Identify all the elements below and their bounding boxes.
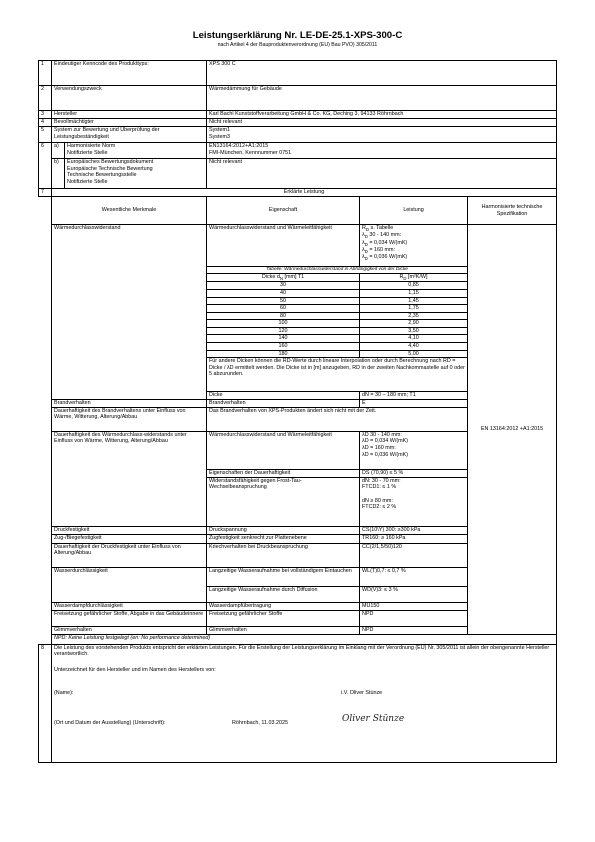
column-header-spezifikation: Harmonisierte technische Spezifikation: [468, 197, 557, 225]
eigenschaft-dampf: Wasserdampfübertragung: [207, 602, 360, 610]
eigenschaft-dauer-waerme: Wärmedurchlasswiderstand und Wärmeleitfähigkeit: [207, 431, 360, 469]
row-label: Eindeutiger Kenncode des Produkttyps:: [52, 61, 207, 86]
eigenschaft-wasser2: Langzeitige Wasseraufnahme durch Diffusion: [207, 586, 360, 602]
r-cell: 4,40: [360, 343, 468, 351]
r-cell: 5,00: [360, 350, 468, 358]
row-letter: b): [52, 159, 65, 189]
thickness-table-caption: Tabelle: Wärmedurchlasswiderstand in Abhängigkeit von der Dicke: [207, 267, 468, 274]
section-8-text: Die Leistung des vorstehenden Produkts entspricht der erklärten Leistungen. Für die Erstellung der Leistungserklärung im Einklang mit der Verordnung (EU) Nr. 305/2011 ist allein der obengenannte Hersteller verantwortlich.: [54, 644, 550, 658]
signature: Oliver Stünze: [342, 713, 405, 724]
row-number: 6: [39, 143, 52, 189]
merkmal-zug: Zug-/Biegefestigkeit: [52, 534, 207, 543]
thickness-cell: 180: [207, 350, 360, 358]
waerme-row: [39, 225, 557, 267]
thickness-note: Für andere Dicken können die RD-Werte durch lineare Interpolation oder durch Berechnung nach RD = Dicke / λD ermittelt werden. Die Dicke ist in [m] anzugeben, RD in der zweiten Nachkommastelle auf 0 oder 5 abzurunden.: [207, 358, 468, 392]
row-number: 4: [39, 119, 52, 127]
row-letter: a): [52, 143, 65, 159]
r-cell: 2,35: [360, 312, 468, 320]
thickness-cell: 80: [207, 312, 360, 320]
row-value: EN13164:2012+A1:2015 FMI-München, Kennnummer 0751: [207, 143, 557, 159]
section-7-column-headers: [39, 197, 557, 225]
leistung-dauer-waerme: λD 30 - 140 mm: λD = 0,034 W/(mK) λD = 160 mm: λD = 0,036 W/(mK): [360, 431, 468, 469]
row-number: 3: [39, 111, 52, 119]
row-1: [39, 61, 557, 86]
leistung-brand: E: [360, 400, 468, 408]
column-header-leistung: Leistung: [360, 197, 468, 225]
section-8-row: [39, 644, 557, 762]
npd-note-row: [39, 634, 557, 644]
eigenschaft-wasser1: Langzeitige Wasseraufnahme bei vollständigem Eintauchen: [207, 567, 360, 586]
r-cell: 4,10: [360, 335, 468, 343]
signed-for: Unterzeichnet für den Hersteller und im Namen des Herstellers von:: [54, 667, 216, 674]
leistung-dauer-brand: Das Brandverhalten von XPS-Produkten ändert sich nicht mit der Zeit.: [207, 407, 468, 431]
leistung-druck: CS(10\Y) 300: ≥300 kPa: [360, 526, 468, 534]
row-number: 8: [39, 644, 52, 762]
row-value: XPS 300 C: [207, 61, 557, 86]
row-4: [39, 119, 557, 127]
page-title: Leistungserklärung Nr. LE-DE-25.1-XPS-300-C: [192, 30, 403, 41]
leistung-glimm: NPD: [360, 626, 468, 634]
thickness-header-dicke: Dicke $d_N$ [mm] T1: [207, 274, 360, 282]
leistung-dampf: MU150: [360, 602, 468, 610]
merkmal-glimm: Glimmverhalten: [52, 626, 207, 634]
leistung-zug: TR160: ≥ 160 kPa: [360, 534, 468, 543]
row-number: 2: [39, 86, 52, 111]
row-label: Europäisches Bewertungsdokument Europäische Technische Bewertung Technische Bewertungsstelle Notifizierte Stelle: [65, 159, 207, 189]
page-subtitle: nach Artikel 4 der Bauproduktenverordnung (EU) Bau PVO) 305/2011: [217, 42, 378, 48]
thickness-cell: 100: [207, 320, 360, 328]
row-number: 7: [39, 189, 52, 197]
row-value: System1 System3: [207, 127, 557, 143]
column-header-merkmal: Wesentliche Merkmale: [52, 197, 207, 225]
leistung-dauer-druck: CC(2/1,5/50)120: [360, 543, 468, 567]
merkmal-dauer-waerme: Dauerhaftigkeit des Wärmedurchlass-widerstands unter Einfluss von Wärme, Witterung, Alterung/Abbau: [52, 431, 207, 526]
r-cell: 0,85: [360, 282, 468, 290]
eigenschaft-frei: Freisetzung gefährlicher Stoffe: [207, 610, 360, 626]
r-cell: 1,75: [360, 305, 468, 313]
eigenschaft-frost: Widerstandsfähigkeit gegen Frost-Tau-Wechselbeanspruchung: [207, 477, 360, 526]
name-value: i.V. Oliver Stünze: [341, 689, 383, 696]
row-number: 1: [39, 61, 52, 86]
leistung-wasser2: WD(V)3: ≤ 3 %: [360, 586, 468, 602]
leistung-dicke: dN = 30 – 180 mm; T1: [360, 392, 468, 400]
place-value: Röhrnbach, 11.03.2025: [232, 719, 288, 726]
thickness-cell: 140: [207, 335, 360, 343]
thickness-cell: 160: [207, 343, 360, 351]
spezifikation-value: EN 13164:2012 +A1:2015: [468, 225, 557, 635]
row-6a: [39, 143, 557, 159]
merkmal-waerme: Wärmedurchlasswiderstand: [52, 225, 207, 400]
eigenschaft-dicke: Dicke: [207, 392, 360, 400]
row-5: [39, 127, 557, 143]
row-2: [39, 86, 557, 111]
row-label: Harmonisierte Norm Notifizierte Stelle: [65, 143, 207, 159]
row-value: Nicht relevant: [207, 159, 557, 189]
thickness-cell: 50: [207, 297, 360, 305]
row-label: Bevollmächtigter: [52, 119, 207, 127]
eigenschaft-brand: Brandverhalten: [207, 400, 360, 408]
merkmal-dauer-brand: Dauerhaftigkeit des Brandverhaltens unter Einfluss von Wärme, Witterung, Alterung/Abbau: [52, 407, 207, 431]
eigenschaft-dauer-druck: Kriechverhalten bei Druckbeanspruchung: [207, 543, 360, 567]
leistung-frei: NPD: [360, 610, 468, 626]
place-label: (Ort und Datum der Ausstellung) (Unterschrift):: [54, 719, 166, 726]
leistung-wasser1: WL(T)0,7: ≤ 0,7 %: [360, 567, 468, 586]
merkmal-druck: Druckfestigkeit: [52, 526, 207, 534]
leistung-waerme: $R_D$ s. Tabelle $\lambda_D$ 30 - 140 mm: $\lambda_D = 0,034$ W/(mK) $\lambda_D = 160$ mm: $\lambda_D = 0,036$ W/(mK): [360, 225, 468, 267]
row-value: Karl Bachl Kunststoffverarbeitung GmbH & Co. KG, Deching 3, 94133 Röhrnbach: [207, 111, 557, 119]
eigenschaft-zug: Zugfestigkeit senkrecht zur Plattenebene: [207, 534, 360, 543]
thickness-cell: 30: [207, 282, 360, 290]
declaration-table: [38, 60, 557, 763]
row-6b: [39, 159, 557, 189]
r-cell: 1,15: [360, 289, 468, 297]
thickness-cell: 120: [207, 327, 360, 335]
merkmal-frei: Freisetzung gefährlicher Stoffe, Abgabe in das Gebäudeinnere: [52, 610, 207, 626]
eigenschaft-waerme: Wärmedurchlasswiderstand und Wärmeleitfähigkeit: [207, 225, 360, 267]
name-label: (Name):: [54, 689, 74, 696]
thickness-cell: 40: [207, 289, 360, 297]
merkmal-brand: Brandverhalten: [52, 400, 207, 408]
eigenschaft-druck: Druckspannung: [207, 526, 360, 534]
row-number: 5: [39, 127, 52, 143]
leistung-dauerhaftigkeit: DS (70,90) ≤ 5 %: [360, 469, 468, 477]
row-label: Verwendungszweck: [52, 86, 207, 111]
row-label: System zur Bewertung und Überprüfung der Leistungsbeständigkeit: [52, 127, 207, 143]
merkmal-dampf: Wasserdampfdurchlässigkeit: [52, 602, 207, 610]
section-7-title: Erklärte Leistung: [52, 189, 557, 197]
section-8-content: [52, 644, 557, 762]
section-7-title-row: [39, 189, 557, 197]
row-label: Hersteller: [52, 111, 207, 119]
eigenschaft-dauerhaftigkeit: Eigenschaften der Dauerhaftigkeit: [207, 469, 360, 477]
row-value: Wärmedämmung für Gebäude: [207, 86, 557, 111]
npd-note: NPD: Keine Leistung festgelegt (en: No performance determined): [52, 634, 557, 644]
eigenschaft-glimm: Glimmverhalten: [207, 626, 360, 634]
thickness-header-r: $R_D$ [m²K/W]: [360, 274, 468, 282]
column-header-eigenschaft: Eigenschaft: [207, 197, 360, 225]
merkmal-dauer-druck: Dauerhaftigkeit der Druckfestigkeit unter Einfluss von Alterung/Abbau: [52, 543, 207, 567]
r-cell: 3,50: [360, 327, 468, 335]
leistung-frost: dN: 30 - 70 mm: FTCD1: ≤ 1 % dN ≥ 80 mm: FTCD2: ≤ 2 %: [360, 477, 468, 526]
r-cell: 1,45: [360, 297, 468, 305]
row-3: [39, 111, 557, 119]
row-value: Nicht relevant: [207, 119, 557, 127]
thickness-cell: 60: [207, 305, 360, 313]
merkmal-wasser: Wasserdurchlässigkeit: [52, 567, 207, 602]
r-cell: 2,90: [360, 320, 468, 328]
